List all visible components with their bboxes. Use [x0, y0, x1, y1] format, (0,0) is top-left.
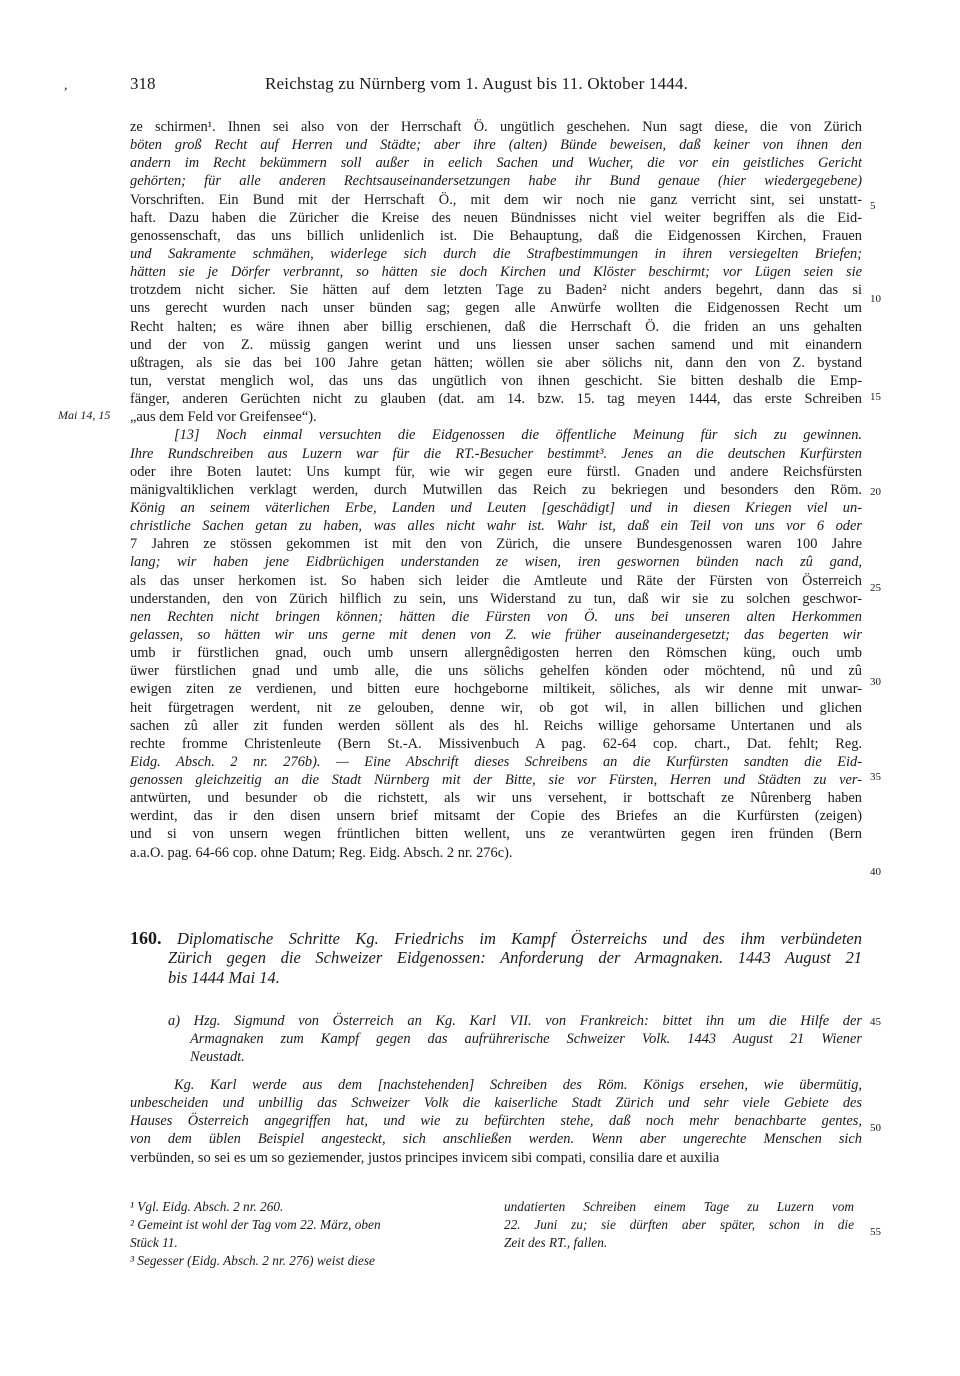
body-text-line: König an seinem väterlichen Erbe, Landen und Leuten [geschädigt] und in diesen Kriegen viel un- — [130, 499, 862, 516]
line-number: 15 — [870, 391, 881, 403]
line-number: 45 — [870, 1016, 881, 1028]
body-text-line: 7 Jahren ze stössen gekommen ist mit den von Zürich, die unsere Bundesgenossen waren 100 Jahre — [130, 536, 862, 553]
body-text-line: [13] Noch einmal versuchten die Eidgenossen die öffentliche Meinung für sich zu gewinnen. — [174, 427, 862, 444]
body-text-line: trotzdem nicht sicher. Sie hätten auf dem letzten Tage zu Baden² nicht anders begehrt, dann das si — [130, 282, 862, 299]
body-text-line: tun, verstat menglich wol, das uns das ungütlich von ihnen geschicht. Sie bitten deshalb die Emp- — [130, 372, 862, 389]
stray-mark: , — [64, 78, 68, 93]
summary-line: Kg. Karl werde aus dem [nachstehenden] Schreiben des Röm. Königs ersehen, wie übermütig, — [174, 1077, 862, 1093]
body-text-line: christliche Sachen getan zu haben, was alles nicht wahr ist. Wahr ist, daß ein Teil von uns vor 6 oder — [130, 518, 862, 535]
page-number: 318 — [130, 74, 156, 93]
footnote-line: Stück 11. — [130, 1235, 178, 1250]
body-text-line: gelassen, so hätten wir uns gerne mit denen von Z. wie früher auseinandergesetzt; das begerten wir — [130, 626, 862, 643]
body-text-line: understanden, den von Zürich hilflich zu sein, uns Widerstand zu tun, daß wir sie zu solchen geschwor- — [130, 590, 862, 607]
body-text-line: lang; wir haben jene Eidbrüchigen understanden ze wisen, iren geswornen bünden nach zû gand, — [130, 554, 862, 571]
body-text-line: haft. Dazu haben die Züricher die Kreise des neuen Bündnisses nicht viel weiter begriffen als die Eid- — [130, 209, 862, 226]
summary-line: unbescheiden und unbillig das Schweizer Volk die kaiserliche Stadt Zürich und sehr viele Gebiete des — [130, 1095, 862, 1112]
subsection-line: a) Hzg. Sigmund von Österreich an Kg. Karl VII. von Frankreich: bittet ihn um die Hilfe der — [168, 1013, 862, 1029]
body-text-line: rechte fromme Christenleute (Bern St.-A. Missivenbuch A pag. 62-64 cop. chart., Dat. fehlt; Reg. — [130, 735, 862, 752]
line-number: 20 — [870, 486, 881, 498]
footnote-line: undatierten Schreiben einem Tage zu Luzern vom — [504, 1199, 854, 1214]
body-text-line: und si von unsern wegen früntlichen bitten wellent, uns ze verantwürten gegen iren fründen (Bern — [130, 826, 862, 843]
line-number: 5 — [870, 200, 876, 212]
body-text-line: oder ihre Boten lautet: Uns kumpt für, wie wir gegen eure fürstl. Gnaden und andere Reichsfürsten — [130, 463, 862, 480]
subsection-line: Armagnaken zum Kampf gegen das aufrührerische Schweizer Volk. 1443 August 21 Wiener — [190, 1031, 862, 1048]
section-heading — [130, 928, 862, 988]
body-text-line: gehörten; für alle anderen Rechtsauseinandersetzungen habe ihr Bund genaue (hier wiedergegebene) — [130, 173, 862, 190]
body-text-line: und Sakramente schmähen, widerlege sich durch die Strafbestimmungen in ihren versiegelten Briefen; — [130, 245, 862, 262]
summary-line: verbünden, so sei es um so geziemender, justos principes invicem sibi compati, consilia dare et auxilia — [130, 1149, 720, 1166]
section-title-line: bis 1444 Mai 14. — [168, 968, 280, 987]
subsection-a-heading — [168, 1012, 862, 1066]
summary-line: Hauses Österreich angegriffen hat, und wie zu befürchten stehe, daß noch mehr benachbarte gentes, — [130, 1113, 862, 1130]
line-number: 40 — [870, 866, 881, 878]
summary-line: von dem üblen Beispiel angesteckt, sich anschließen werden. Wenn aber ungerechte Menschen sich — [130, 1131, 862, 1148]
body-text-line: antwürten, und besunder ob die richstett, als wir uns versehent, ir bottschaft ze Nûrenberg haben — [130, 790, 862, 807]
body-text-line: Eidg. Absch. 2 nr. 276b). — Eine Abschrift dieses Schreibens an die Kurfürsten sandten die Eid- — [130, 753, 862, 770]
body-text-line: ewigen ziten ze verdienen, und bitten eure hochgeborne miltikeit, söliches, als wir denne mit unwar- — [130, 681, 862, 698]
body-text-line: hätten sie je Dörfer verbrannt, so hätten sie doch Kirchen und Klöster beschirmt; vor Lügen seien sie — [130, 264, 862, 281]
body-text-line: genossen gleichzeitig an die Stadt Nürnberg mit der Bitte, sie vor Fürsten, Herren und Städten zu ver- — [130, 772, 862, 789]
section-number: 160. — [130, 928, 162, 948]
section-title-line: Zürich gegen die Schweizer Eidgenossen: Anforderung der Armagnaken. 1443 August 21 — [168, 948, 862, 967]
body-text-line: „aus dem Feld vor Greifensee“). — [130, 409, 317, 426]
main-body-text — [130, 118, 862, 862]
footnotes-left-column — [130, 1198, 480, 1270]
footnote-line: 22. Juni zu; sie dürften aber später, schon in die — [504, 1217, 854, 1232]
body-text-line: als das unser herkomen ist. So haben sich leider die Amtleute und Räte der Fürsten von Österreich — [130, 572, 862, 589]
footnote-line: Zeit des RT., fallen. — [504, 1235, 608, 1250]
body-text-line: fänger, anderen Gerüchten nicht zu glauben (dat. am 14. bzw. 15. tag meyen 1444, das erste Schreiben — [130, 391, 862, 408]
body-text-line: ze schirmen¹. Ihnen sei also von der Herrschaft Ö. ungütlich geschehen. Nun sagt diese, die von Zürich — [130, 119, 862, 135]
line-number: 10 — [870, 293, 881, 305]
body-text-line: sachen zû aller zit funden werden söllent als des hl. Reichs willige gehorsame Untertanen und als — [130, 717, 862, 734]
body-text-line: andern im Recht bekümmern soll außer in eelich Sachen und Wucher, die vor ein geistliches Gericht — [130, 155, 862, 172]
summary-paragraph — [130, 1076, 862, 1167]
running-title: Reichstag zu Nürnberg vom 1. August bis 11. Oktober 1444. — [265, 74, 689, 93]
body-text-line: Vorschriften. Ein Bund mit der Herrschaft Ö., mit dem wir noch nie ganz verricht sint, sei unstatt- — [130, 191, 862, 208]
footnote-line: ³ Segesser (Eidg. Absch. 2 nr. 276) weist diese — [130, 1253, 375, 1268]
line-number: 50 — [870, 1122, 881, 1134]
subsection-line: Neustadt. — [190, 1049, 245, 1066]
body-text-line: a.a.O. pag. 64-66 cop. ohne Datum; Reg. Eidg. Absch. 2 nr. 276c). — [130, 844, 513, 861]
body-text-line: und der von Z. müssig gangen werint und uns liessen unser sachen samend und mit einandern — [130, 336, 862, 353]
line-number: 55 — [870, 1226, 881, 1238]
footnote-line: ² Gemeint ist wohl der Tag vom 22. März, oben — [130, 1217, 381, 1232]
body-text-line: nen Rechten nicht bringen können; hätten die Fürsten von Ö. uns bei unseren alten Herkommen — [130, 608, 862, 625]
body-text-line: mänigvaltiklichen verklagt werden, durch Mutwillen das Reich zu bekriegen und besonders den Röm. — [130, 481, 862, 498]
body-text-line: werdint, das ir den disen unsern brief mitsamt der Copie des Briefes an die Kurfürsten (zeigen) — [130, 808, 862, 825]
body-text-line: Recht halten; es wäre ihnen aber billig erschienen, daß die Herrschaft Ö. die friden an uns gehalten — [130, 318, 862, 335]
body-text-line: böten groß Recht auf Herren und Städte; aber ihre (alten) Bünde beweisen, daß keiner von ihnen den — [130, 137, 862, 154]
page-header — [130, 74, 860, 98]
body-text-line: üwer fürstlichen gnad und umb alle, die uns sölichs gehelfen könden oder möchtend, nû und zû — [130, 663, 862, 680]
body-text-line: uns gerecht wurden nach unser bünden sag; gegen alle Anwürfe wollten die Eidgenossen Recht um — [130, 300, 862, 317]
body-text-line: Ihre Rundschreiben aus Luzern war für die RT.-Besucher bestimmt³. Jenes an die deutschen Kurfürsten — [130, 445, 862, 462]
body-text-line: umb ir fürstlichen gnad, ouch umb unsern allergnêdigosten herren den Römschen küng, ouch umb — [130, 645, 862, 662]
line-number: 30 — [870, 676, 881, 688]
body-text-line: genossenschaft, das uns billich unlidenlich ist. Die Behauptung, daß die Eidgenossen Kirchen, Frauen — [130, 227, 862, 244]
body-text-line: heit fürgetragen werdent, nit ze gelouben, denne wir, ob got wil, in allen billichen und glichen — [130, 699, 862, 716]
footnotes-right-column — [504, 1198, 854, 1252]
margin-date-note: Mai 14, 15 — [58, 408, 111, 422]
footnote-line: ¹ Vgl. Eidg. Absch. 2 nr. 260. — [130, 1199, 284, 1214]
line-number: 35 — [870, 771, 881, 783]
section-title-line: 160. Diplomatische Schritte Kg. Friedrichs im Kampf Österreichs und des ihm verbündeten — [130, 928, 862, 948]
line-number: 25 — [870, 582, 881, 594]
body-text-line: ußtragen, als sie das bei 100 Jahre getan hätten; wöllen sie aber sölichs nit, dann den von Z. bystand — [130, 354, 862, 371]
